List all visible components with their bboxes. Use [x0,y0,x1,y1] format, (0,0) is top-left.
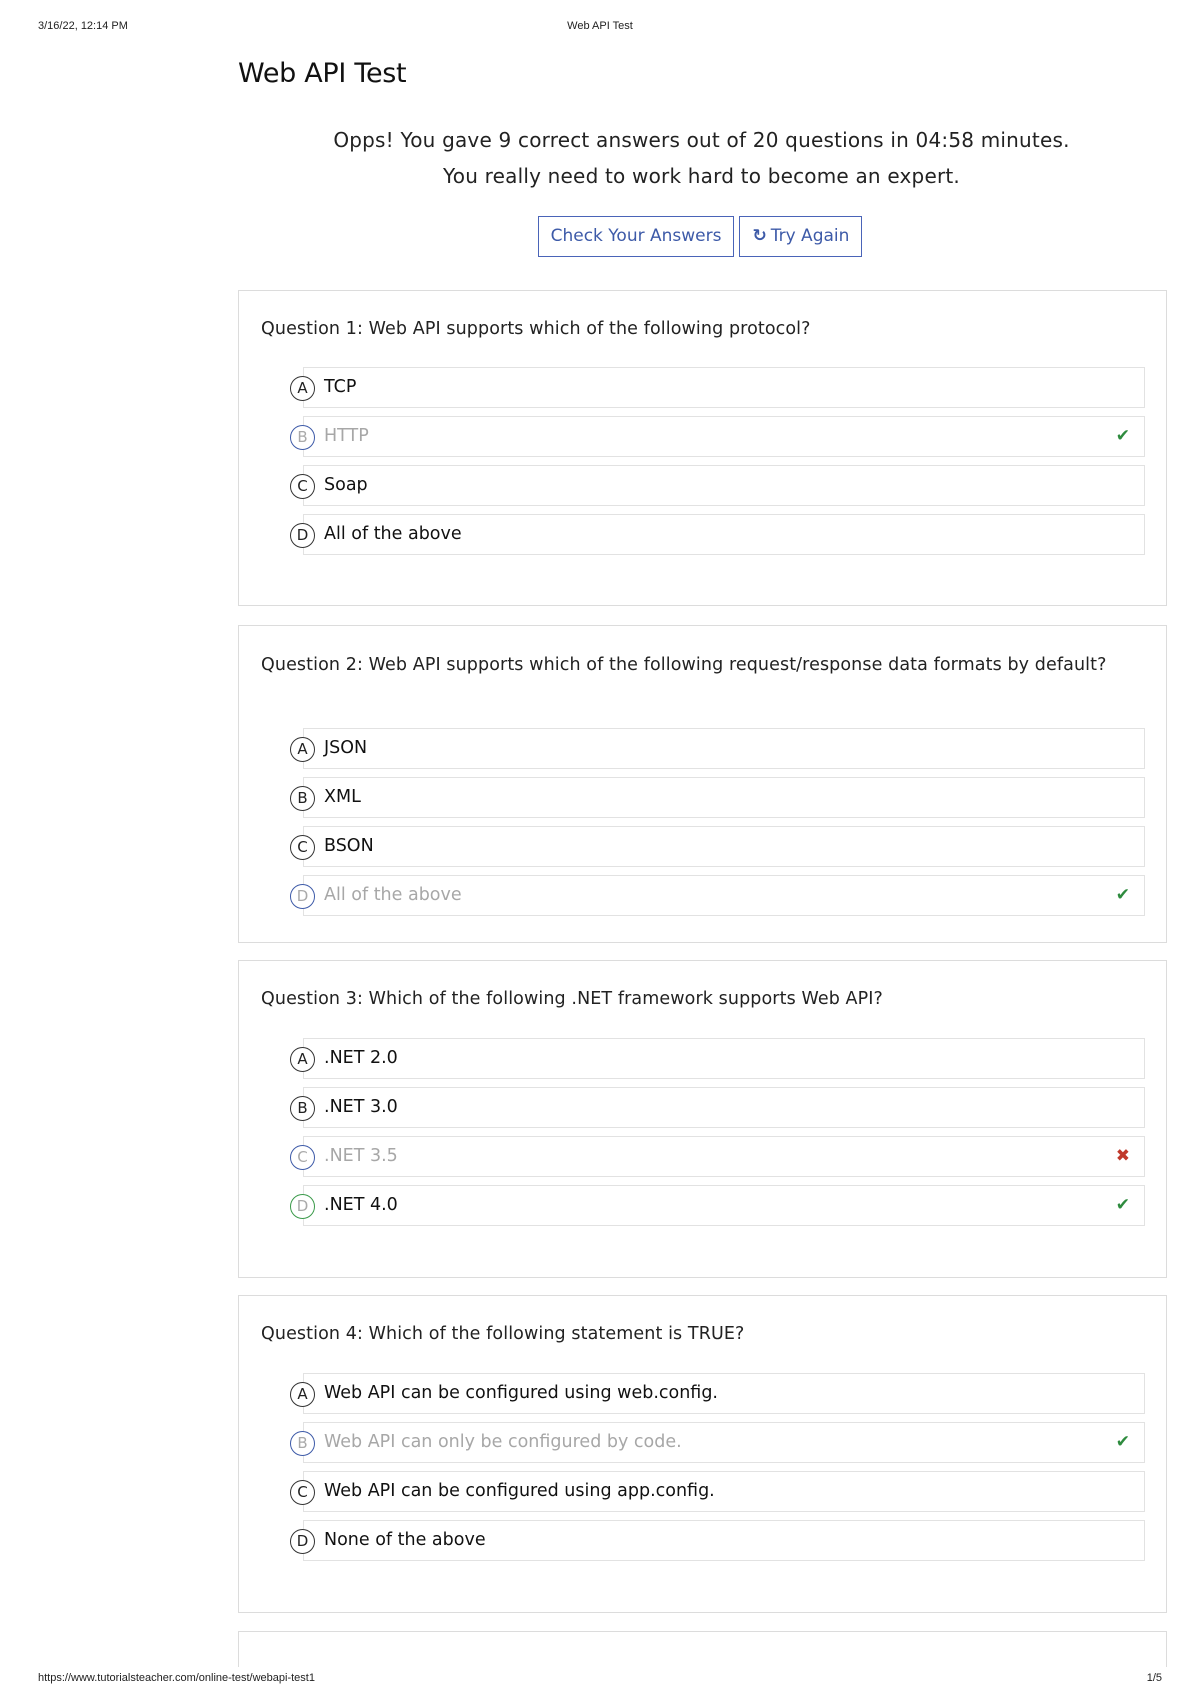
option-letter: A [290,1047,315,1072]
result-summary: Opps! You gave 9 correct answers out of 20 questions in 04:58 minutes. [333,128,1070,152]
option-b[interactable] [297,1087,1145,1128]
print-page-number: 1/5 [1146,1672,1162,1684]
option-label: BSON [324,836,374,856]
option-letter: B [290,1096,315,1121]
option-letter: C [290,474,315,499]
print-title: Web API Test [567,20,633,32]
option-a[interactable] [297,367,1145,408]
print-url: https://www.tutorialsteacher.com/online-test/webapi-test1 [38,1672,315,1684]
try-again-button[interactable] [739,216,862,257]
option-letter: C [290,1480,315,1505]
option-d[interactable] [296,875,1145,916]
question-text: Question 4: Which of the following statement is TRUE? [261,1324,745,1344]
option-b[interactable] [297,777,1145,818]
question-text: Question 2: Web API supports which of the following request/response data formats by default? [261,655,1107,675]
option-letter: A [290,737,315,762]
option-label: HTTP [324,426,369,446]
option-letter: D [290,884,315,909]
page-title: Web API Test [238,58,407,89]
option-d[interactable] [296,514,1145,555]
check-icon: ✔ [1115,426,1130,446]
option-label: Web API can be configured using app.config. [324,1481,715,1501]
option-label: All of the above [324,524,462,544]
option-letter: A [290,376,315,401]
option-label: .NET 3.5 [324,1146,398,1166]
question-card-3 [238,960,1167,1278]
option-a[interactable] [297,1373,1145,1414]
option-letter: B [290,1431,315,1456]
question-card-5-partial [238,1631,1167,1667]
option-label: TCP [324,377,357,397]
option-letter: B [290,786,315,811]
check-answers-button[interactable] [538,216,735,257]
option-label: .NET 3.0 [324,1097,398,1117]
option-label: .NET 4.0 [324,1195,398,1215]
result-message: You really need to work hard to become an expert. [443,164,960,188]
option-b[interactable] [297,416,1145,457]
question-card-1 [238,290,1167,606]
option-a[interactable] [297,728,1145,769]
option-c[interactable] [297,826,1145,867]
result-actions [0,216,1200,257]
option-label: None of the above [324,1530,486,1550]
option-letter: A [290,1382,315,1407]
option-label: .NET 2.0 [324,1048,398,1068]
option-label: All of the above [324,885,462,905]
print-datetime: 3/16/22, 12:14 PM [38,20,128,32]
check-icon: ✔ [1115,1432,1130,1452]
option-letter: C [290,835,315,860]
option-label: Web API can only be configured by code. [324,1432,682,1452]
option-b[interactable] [297,1422,1145,1463]
try-again-label: Try Again [770,226,850,246]
option-letter: D [290,1194,315,1219]
option-letter: C [290,1145,315,1170]
option-letter: D [290,523,315,548]
option-c[interactable] [297,1136,1145,1177]
refresh-icon: ↻ [752,226,767,246]
option-c[interactable] [297,1471,1145,1512]
cross-icon: ✖ [1115,1146,1130,1166]
option-letter: B [290,425,315,450]
print-footer [38,1672,1162,1688]
option-label: JSON [324,738,368,758]
option-label: Soap [324,475,368,495]
option-label: XML [324,787,361,807]
option-letter: D [290,1529,315,1554]
question-card-2 [238,625,1167,943]
option-c[interactable] [297,465,1145,506]
check-icon: ✔ [1115,885,1130,905]
option-a[interactable] [297,1038,1145,1079]
option-label: Web API can be configured using web.config. [324,1383,718,1403]
question-text: Question 1: Web API supports which of the following protocol? [261,319,811,339]
check-answers-label: Check Your Answers [550,226,722,246]
question-card-4 [238,1295,1167,1613]
option-d[interactable] [296,1520,1145,1561]
option-d[interactable] [296,1185,1145,1226]
check-icon: ✔ [1115,1195,1130,1215]
print-header [38,20,1162,36]
question-text: Question 3: Which of the following .NET framework supports Web API? [261,989,883,1009]
